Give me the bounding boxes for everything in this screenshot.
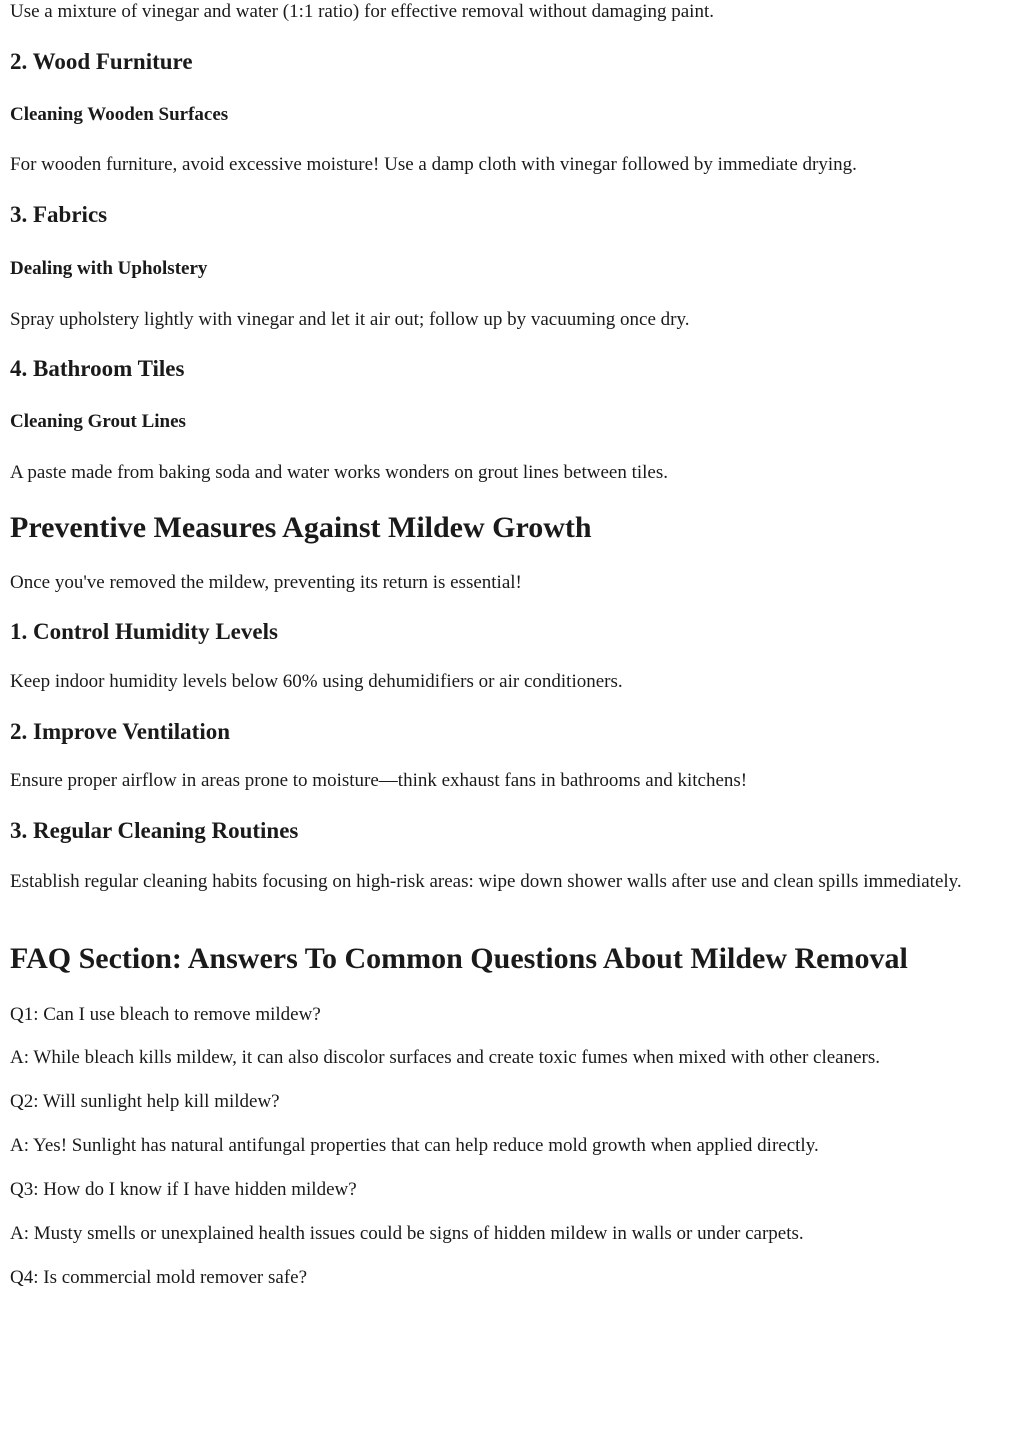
preventive-item-text-cleaning: Establish regular cleaning habits focusing on high-risk areas: wipe down shower walls after use and clean spills immediately. (10, 871, 962, 892)
surface-text-wood: For wooden furniture, avoid excessive moisture! Use a damp cloth with vinegar followed by immediate drying. (10, 154, 857, 175)
surface-subheading-fabrics: Dealing with Upholstery (10, 258, 208, 279)
faq-answer-2: A: Yes! Sunlight has natural antifungal properties that can help reduce mold growth when applied directly. (10, 1135, 819, 1156)
preventive-item-heading-humidity: 1. Control Humidity Levels (10, 619, 278, 644)
preventive-item-heading-cleaning: 3. Regular Cleaning Routines (10, 818, 299, 843)
preventive-item-heading-ventilation: 2. Improve Ventilation (10, 719, 231, 744)
preventive-heading: Preventive Measures Against Mildew Growth (10, 511, 592, 544)
intro-tail-paragraph: Use a mixture of vinegar and water (1:1 ratio) for effective removal without damaging paint. (10, 1, 714, 22)
faq-question-1: Q1: Can I use bleach to remove mildew? (10, 1004, 321, 1025)
faq-heading: FAQ Section: Answers To Common Questions About Mildew Removal (10, 942, 908, 975)
surface-heading-wood: 2. Wood Furniture (10, 49, 193, 74)
surface-text-fabrics: Spray upholstery lightly with vinegar and let it air out; follow up by vacuuming once dry. (10, 309, 690, 330)
surface-subheading-wood: Cleaning Wooden Surfaces (10, 104, 229, 125)
surface-text-tiles: A paste made from baking soda and water works wonders on grout lines between tiles. (10, 462, 668, 483)
surface-heading-tiles: 4. Bathroom Tiles (10, 356, 185, 381)
faq-question-2: Q2: Will sunlight help kill mildew? (10, 1091, 280, 1112)
faq-question-4: Q4: Is commercial mold remover safe? (10, 1267, 308, 1288)
surface-heading-fabrics: 3. Fabrics (10, 202, 108, 227)
surface-subheading-tiles: Cleaning Grout Lines (10, 411, 186, 432)
faq-question-3: Q3: How do I know if I have hidden mildew? (10, 1179, 357, 1200)
preventive-item-text-ventilation: Ensure proper airflow in areas prone to moisture—think exhaust fans in bathrooms and kitchens! (10, 770, 748, 791)
faq-answer-1: A: While bleach kills mildew, it can also discolor surfaces and create toxic fumes when mixed with other cleaners. (10, 1047, 881, 1068)
preventive-intro: Once you've removed the mildew, preventing its return is essential! (10, 572, 522, 593)
faq-answer-3: A: Musty smells or unexplained health issues could be signs of hidden mildew in walls or under carpets. (10, 1223, 804, 1244)
preventive-item-text-humidity: Keep indoor humidity levels below 60% using dehumidifiers or air conditioners. (10, 671, 623, 692)
